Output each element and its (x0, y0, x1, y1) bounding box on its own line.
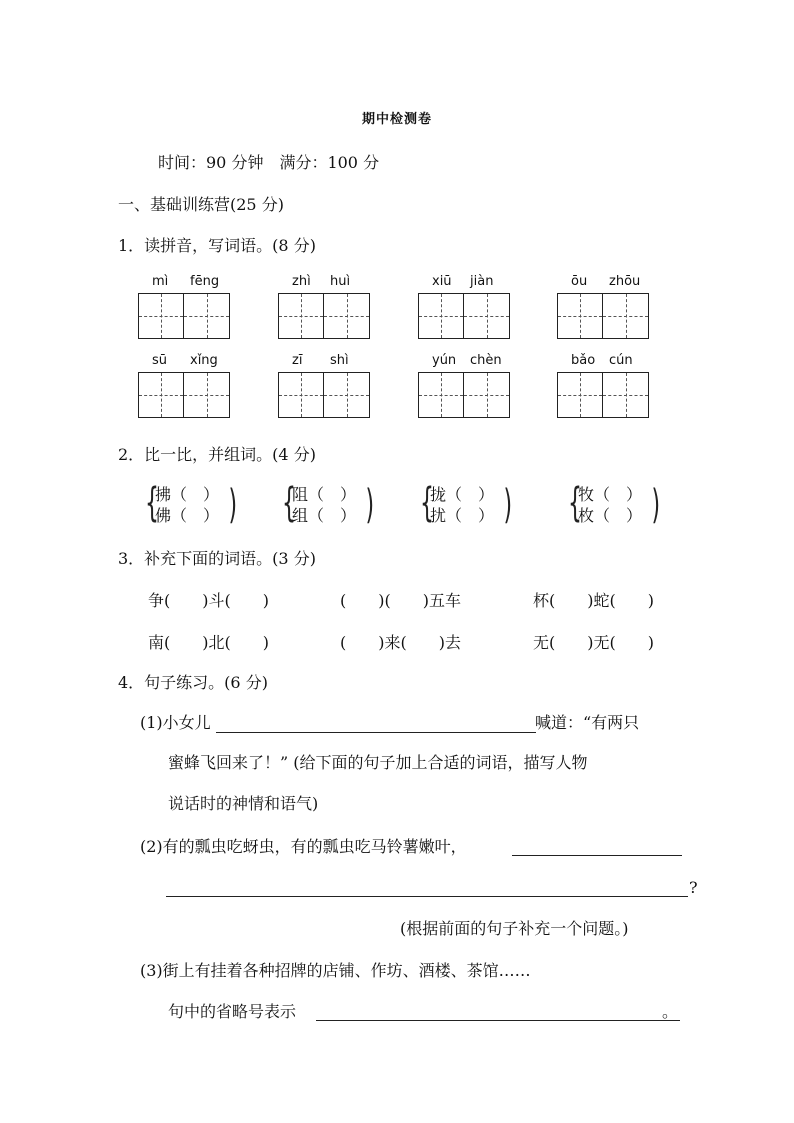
pinyin-label: fēng (190, 274, 220, 289)
sentence-1-lead: (1)小女儿 (140, 713, 211, 732)
pinyin-label: jiàn (470, 274, 494, 289)
sentence-2-note: (根据前面的句子补充一个问题。) (400, 919, 629, 938)
compare-char-a[interactable]: 牧（ ） (578, 485, 643, 504)
idiom-1-3[interactable]: 杯( )蛇( ) (533, 591, 654, 610)
sentence-3-line-1: (3)街上有挂着各种招牌的店铺、作坊、酒楼、茶馆…… (140, 961, 531, 980)
tianzige-grid (278, 372, 370, 418)
compare-char-b[interactable]: 佛（ ） (155, 506, 220, 525)
writing-cell[interactable] (603, 373, 648, 417)
sentence-2-question-mark: ? (689, 878, 698, 897)
pinyin-label: zhì (292, 274, 311, 289)
idiom-1-1[interactable]: 争( )斗( ) (148, 591, 269, 610)
compare-char-a[interactable]: 拂（ ） (155, 485, 220, 504)
pinyin-label: xiū (432, 274, 452, 289)
pinyin-label: shì (330, 353, 349, 368)
writing-cell[interactable] (184, 294, 229, 338)
writing-cell[interactable] (324, 373, 369, 417)
left-brace: { (282, 480, 296, 526)
tianzige-grid (418, 372, 510, 418)
sentence-2-answer-line-1[interactable] (512, 855, 682, 856)
writing-cell[interactable] (603, 294, 648, 338)
pinyin-label: sū (152, 353, 168, 368)
writing-cell[interactable] (419, 373, 464, 417)
compare-char-a[interactable]: 阻（ ） (292, 485, 357, 504)
sentence-3-answer-line[interactable] (316, 1020, 680, 1021)
page-title: 期中检测卷 (361, 112, 432, 127)
left-brace: { (420, 480, 434, 526)
writing-cell[interactable] (184, 373, 229, 417)
tianzige-grid (138, 372, 230, 418)
idiom-1-2[interactable]: ( )( )五车 (340, 591, 461, 610)
writing-cell[interactable] (279, 294, 324, 338)
tianzige-grid (557, 372, 649, 418)
sentence-3-lead: 句中的省略号表示 (168, 1002, 297, 1021)
section-heading-1: 一、基础训练营(25 分) (118, 195, 284, 214)
question-2-heading: 2．比一比，并组词。(4 分) (118, 445, 316, 464)
idiom-2-3[interactable]: 无( )无( ) (533, 633, 654, 652)
compare-char-b[interactable]: 枚（ ） (578, 506, 643, 525)
pinyin-label: zhōu (609, 274, 641, 289)
sentence-2-answer-line-2[interactable] (166, 896, 688, 897)
compare-char-b[interactable]: 扰（ ） (430, 506, 495, 525)
right-paren: ) (503, 482, 513, 528)
right-paren: ) (651, 482, 661, 528)
left-brace: { (568, 480, 582, 526)
pinyin-label: zī (292, 353, 303, 368)
tianzige-grid (557, 293, 649, 339)
writing-cell[interactable] (324, 294, 369, 338)
pinyin-label: huì (330, 274, 351, 289)
compare-char-a[interactable]: 拢（ ） (430, 485, 495, 504)
writing-cell[interactable] (558, 294, 603, 338)
sentence-1-answer-line[interactable] (216, 732, 536, 733)
tianzige-grid (138, 293, 230, 339)
right-paren: ) (365, 482, 375, 528)
writing-cell[interactable] (464, 294, 509, 338)
writing-cell[interactable] (139, 294, 184, 338)
writing-cell[interactable] (419, 294, 464, 338)
right-paren: ) (228, 482, 238, 528)
exam-meta: 时间：90 分钟 满分：100 分 (158, 153, 380, 172)
question-4-heading: 4．句子练习。(6 分) (118, 673, 268, 692)
pinyin-label: mì (152, 274, 169, 289)
writing-cell[interactable] (139, 373, 184, 417)
question-3-heading: 3．补充下面的词语。(3 分) (118, 549, 316, 568)
pinyin-label: bǎo (571, 353, 596, 368)
left-brace: { (145, 480, 159, 526)
sentence-2-line-1: (2)有的瓢虫吃蚜虫，有的瓢虫吃马铃薯嫩叶， (140, 837, 467, 856)
pinyin-label: xǐng (190, 353, 218, 368)
sentence-3-end: 。 (662, 1002, 679, 1021)
question-1-heading: 1．读拼音，写词语。(8 分) (118, 236, 316, 255)
sentence-1-tail: 喊道：“有两只 (535, 713, 640, 732)
pinyin-label: ōu (571, 274, 588, 289)
compare-char-b[interactable]: 组（ ） (292, 506, 357, 525)
tianzige-grid (418, 293, 510, 339)
pinyin-label: chèn (470, 353, 502, 368)
idiom-2-1[interactable]: 南( )北( ) (148, 633, 269, 652)
pinyin-label: yún (432, 353, 457, 368)
writing-cell[interactable] (464, 373, 509, 417)
writing-cell[interactable] (558, 373, 603, 417)
writing-cell[interactable] (279, 373, 324, 417)
pinyin-label: cún (609, 353, 633, 368)
tianzige-grid (278, 293, 370, 339)
sentence-1-line-2: 蜜蜂飞回来了！” (给下面的句子加上合适的词语，描写人物 (168, 753, 588, 772)
sentence-1-line-3: 说话时的神情和语气) (168, 794, 319, 813)
idiom-2-2[interactable]: ( )来( )去 (340, 633, 461, 652)
